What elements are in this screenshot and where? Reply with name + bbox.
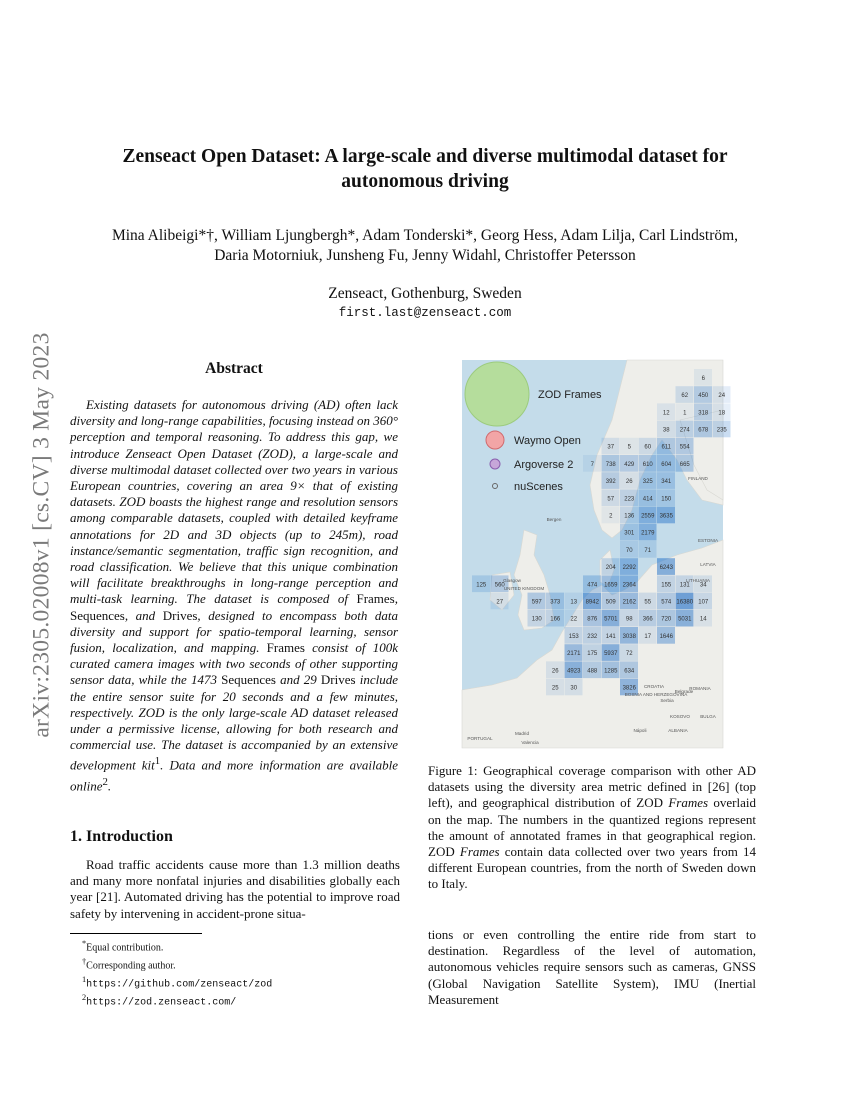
map-label: FINLAND	[688, 476, 708, 481]
heat-cell-label: 57	[607, 496, 615, 503]
heat-cell-label: 136	[624, 513, 635, 520]
heat-cell-label: 301	[624, 530, 635, 537]
heat-cell-label: 71	[644, 547, 652, 554]
legend-label: ZOD Frames	[538, 389, 602, 401]
heat-cell-label: 392	[605, 479, 616, 486]
map-svg	[462, 360, 727, 748]
introduction-text: Road traffic accidents cause more than 1.3 million deaths and many more nonfatal injuries and disabilities globally each year [21]. Automated driving has the potential to improve road safety by intervening in accident-prone situa-	[70, 857, 400, 921]
heat-cell-label: 18	[718, 410, 726, 417]
heat-cell-label: 175	[587, 651, 598, 658]
legend-zod-circle	[465, 362, 529, 426]
heat-cell-label: 366	[642, 616, 653, 623]
map-label: Madrid	[514, 731, 530, 736]
heat-cell-label: 597	[531, 599, 542, 606]
footnotes	[82, 937, 272, 1010]
heat-cell-label: 1659	[604, 582, 618, 589]
map-label: BOSNIA AND HERZEGOVINA	[624, 692, 688, 697]
heat-cell-label: 2171	[567, 651, 581, 658]
heat-cell-label: 25	[551, 685, 559, 692]
heat-cell-label: 26	[625, 479, 633, 486]
heat-cell-label: 574	[661, 599, 672, 606]
heat-cell-label: 1	[683, 410, 687, 417]
heat-cell-label: 38	[662, 427, 670, 434]
heat-cell-label: 3635	[659, 513, 673, 520]
introduction-continued: tions or even controlling the entire ride from start to destination. Regardless of the level of automation, autonomous vehicles require sensors such as cameras, GNSS (Global Navigation Satellite System), IMU (Inertial Measurement	[428, 927, 756, 1007]
email: first.last@zenseact.com	[338, 306, 512, 320]
abstract-heading: Abstract	[205, 360, 263, 377]
heat-cell-label: 8942	[585, 599, 599, 606]
legend-nuscenes-circle	[493, 484, 498, 489]
heat-cell-label: 37	[607, 444, 615, 451]
footnote-1: *Equal contribution.	[82, 939, 164, 954]
heat-cell-label: 341	[661, 479, 672, 486]
legend-label: Argoverse 2	[514, 459, 574, 471]
figure-1-map	[462, 360, 727, 748]
map-label: LATVIA	[700, 562, 716, 567]
heat-cell-label: 60	[644, 444, 652, 451]
heat-cell-label: 876	[587, 616, 598, 623]
heat-cell-label: 634	[624, 668, 635, 675]
map-label: ESTONIA	[697, 538, 719, 543]
abstract-text: Existing datasets for autonomous driving (AD) often lack diversity and long-range capabilities, focusing instead on 360° perception and temporal reasoning. To address this gap, we introduce Zenseact Open Dataset (ZOD), a large-scale and diverse multimodal dataset collected over two years in various European countries, covering an area 9× that of existing datasets. ZOD boasts the highest range and resolution sensors among comparable datasets, coupled with detailed keyframe annotations for 2D and 3D objects (up to 245m), road instance/semantic segmentation, traffic sign recognition, and road classification. We believe that this unique combination will facilitate breakthroughs in long-range perception and multi-task learning. The dataset is composed of Frames, Sequences, and Drives, designed to encompass both data diversity and support for spatio-temporal learning, sensor fusion, localization, and mapping. Frames consist of 100k curated camera images with two seconds of other supporting sensor data, while the 1473 Sequences and 29 Drives include the entire sensor suite for 20 seconds and a few minutes, respectively. ZOD is the only large-scale AD dataset released under a permissive license, allowing for both research and commercial use. The dataset is accompanied by an extensive development kit$^1$. Data and more information are available online$^2$.	[70, 397, 399, 794]
title-line-1: Zenseact Open Dataset: A large-scale and diverse multimodal dataset for	[122, 146, 728, 167]
map-label: Valencia	[521, 740, 539, 745]
heat-cell-label: 107	[698, 599, 709, 606]
heat-cell-label: 141	[605, 633, 616, 640]
footnote-4: $^2$https://zod.zenseact.com/	[82, 993, 237, 1009]
heat-cell-label: 166	[550, 616, 561, 623]
heat-cell-label: 72	[625, 651, 633, 658]
title-line-2: autonomous driving	[341, 171, 509, 192]
legend-label: nuScenes	[514, 481, 563, 493]
heat-cell-label: 3038	[622, 633, 636, 640]
heat-cell-label: 26	[551, 668, 559, 675]
heat-cell-label: 2162	[622, 599, 636, 606]
map-label: Belgrade	[674, 689, 694, 694]
heat-cell-label: 665	[679, 461, 690, 468]
heat-cell-label: 6	[701, 375, 705, 382]
heat-cell-label: 509	[605, 599, 616, 606]
legend-waymo-circle	[486, 431, 504, 449]
heat-cell-label: 62	[681, 393, 689, 400]
heat-cell-label: 5937	[604, 651, 618, 658]
heat-cell-label: 6243	[659, 565, 673, 572]
heat-cell-label: 14	[699, 616, 707, 623]
heat-cell-label: 223	[624, 496, 635, 503]
heat-cell-label: 24	[718, 393, 726, 400]
heat-cell-label: 610	[642, 461, 653, 468]
heat-cell-label: 55	[644, 599, 652, 606]
heat-cell-label: 2364	[622, 582, 636, 589]
authors-line-2: Daria Motorniuk, Junsheng Fu, Jenny Widahl, Christoffer Petersson	[214, 247, 636, 264]
heat-cell-label: 12	[662, 410, 670, 417]
map-label: BULGA	[700, 714, 716, 719]
heat-cell-label: 155	[661, 582, 672, 589]
heat-cell-label: 611	[661, 444, 672, 451]
footnote-2: †Corresponding author.	[82, 956, 176, 972]
heat-cell-label: 678	[698, 427, 709, 434]
legend-label: Waymo Open	[514, 435, 581, 447]
heat-cell-label: 318	[698, 410, 709, 417]
heat-cell-label: 325	[642, 479, 653, 486]
heat-cell-label: 2179	[641, 530, 655, 537]
heat-cell-label: 738	[605, 461, 616, 468]
heat-cell-label: 414	[642, 496, 653, 503]
heat-cell-label: 2	[609, 513, 613, 520]
heat-cell-label: 131	[679, 582, 690, 589]
heat-cell-label: 720	[661, 616, 672, 623]
map-label: ALBANIA	[668, 728, 688, 733]
affiliation: Zenseact, Gothenburg, Sweden	[328, 285, 522, 302]
map-label: Glasgow	[503, 578, 521, 583]
map-label: UNITED KINGDOM	[503, 586, 545, 591]
authors	[70, 226, 780, 266]
heat-cell-label: 27	[496, 599, 504, 606]
legend	[465, 362, 602, 493]
heat-cell-label: 7	[590, 461, 594, 468]
heat-cell-label: 13	[570, 599, 578, 606]
heat-cell-label: 5	[627, 444, 631, 451]
heat-cell-label: 450	[698, 393, 709, 400]
heat-cell-label: 2559	[641, 513, 655, 520]
heat-cell-label: 3826	[622, 685, 636, 692]
heat-cell-label: 34	[699, 582, 707, 589]
heat-cell-label: 2292	[622, 565, 636, 572]
map-label: Nápoli	[633, 728, 647, 733]
arxiv-stamp: arXiv:2305.02008v1 [cs.CV] 3 May 2023	[28, 332, 55, 738]
heat-cell-label: 5031	[678, 616, 692, 623]
map-label: PORTUGAL	[467, 736, 493, 741]
heat-cell-label: 4923	[567, 668, 581, 675]
figure-1-caption: Figure 1: Geographical coverage comparison with other AD datasets using the diversity area metric defined in [26] (top left), and geographical distribution of ZOD Frames overlaid on the map. The numbers in the quantized regions represent the amount of annotated frames in that geographical region. ZOD Frames contain data collected over two years from 14 different European countries, from the north of Sweden down to Italy.	[428, 763, 757, 892]
map-label: Bergen	[546, 517, 562, 522]
map-label: CROATIA	[643, 684, 665, 689]
heat-cell-label: 98	[625, 616, 633, 623]
heat-cell-label: 235	[716, 427, 727, 434]
footnote-rule	[70, 933, 202, 934]
heat-cell-label: 373	[550, 599, 561, 606]
heat-cell-label: 125	[476, 582, 487, 589]
heat-cell-label: 22	[570, 616, 578, 623]
heat-cell-label: 17	[644, 633, 652, 640]
heat-cell-label: 5701	[604, 616, 618, 623]
paper-title	[85, 144, 765, 194]
heat-cell-label: 153	[568, 633, 579, 640]
map-label: LITHUANIA	[686, 578, 710, 583]
heat-cell-label: 16380	[676, 599, 694, 606]
heat-cell-label: 554	[679, 444, 690, 451]
heat-cell-label: 1646	[659, 633, 673, 640]
heat-cell-label: 560	[494, 582, 505, 589]
footnote-3: $^1$https://github.com/zenseact/zod	[82, 974, 273, 990]
heat-cell-label: 488	[587, 668, 598, 675]
legend-argoverse-circle	[490, 459, 500, 469]
section-heading-introduction: 1. Introduction	[70, 828, 173, 845]
heat-cell-label: 70	[625, 547, 633, 554]
heat-cell-label: 204	[605, 565, 616, 572]
map-label: ROMANIA	[689, 686, 711, 691]
heat-cell-label: 150	[661, 496, 672, 503]
map-label: KOSOVO	[670, 714, 690, 719]
heat-cell-label: 1285	[604, 668, 618, 675]
heat-cell-label: 130	[531, 616, 542, 623]
map-label: Serbia	[660, 698, 674, 703]
heat-cell-label: 604	[661, 461, 672, 468]
heat-cell-label: 274	[679, 427, 690, 434]
heat-cell-label: 474	[587, 582, 598, 589]
heat-cell-label: 232	[587, 633, 598, 640]
heat-cell-label: 429	[624, 461, 635, 468]
heat-cell-label: 30	[570, 685, 578, 692]
authors-line-1: Mina Alibeigi*†, William Ljungbergh*, Adam Tonderski*, Georg Hess, Adam Lilja, Carl Lindström,	[111, 227, 739, 244]
